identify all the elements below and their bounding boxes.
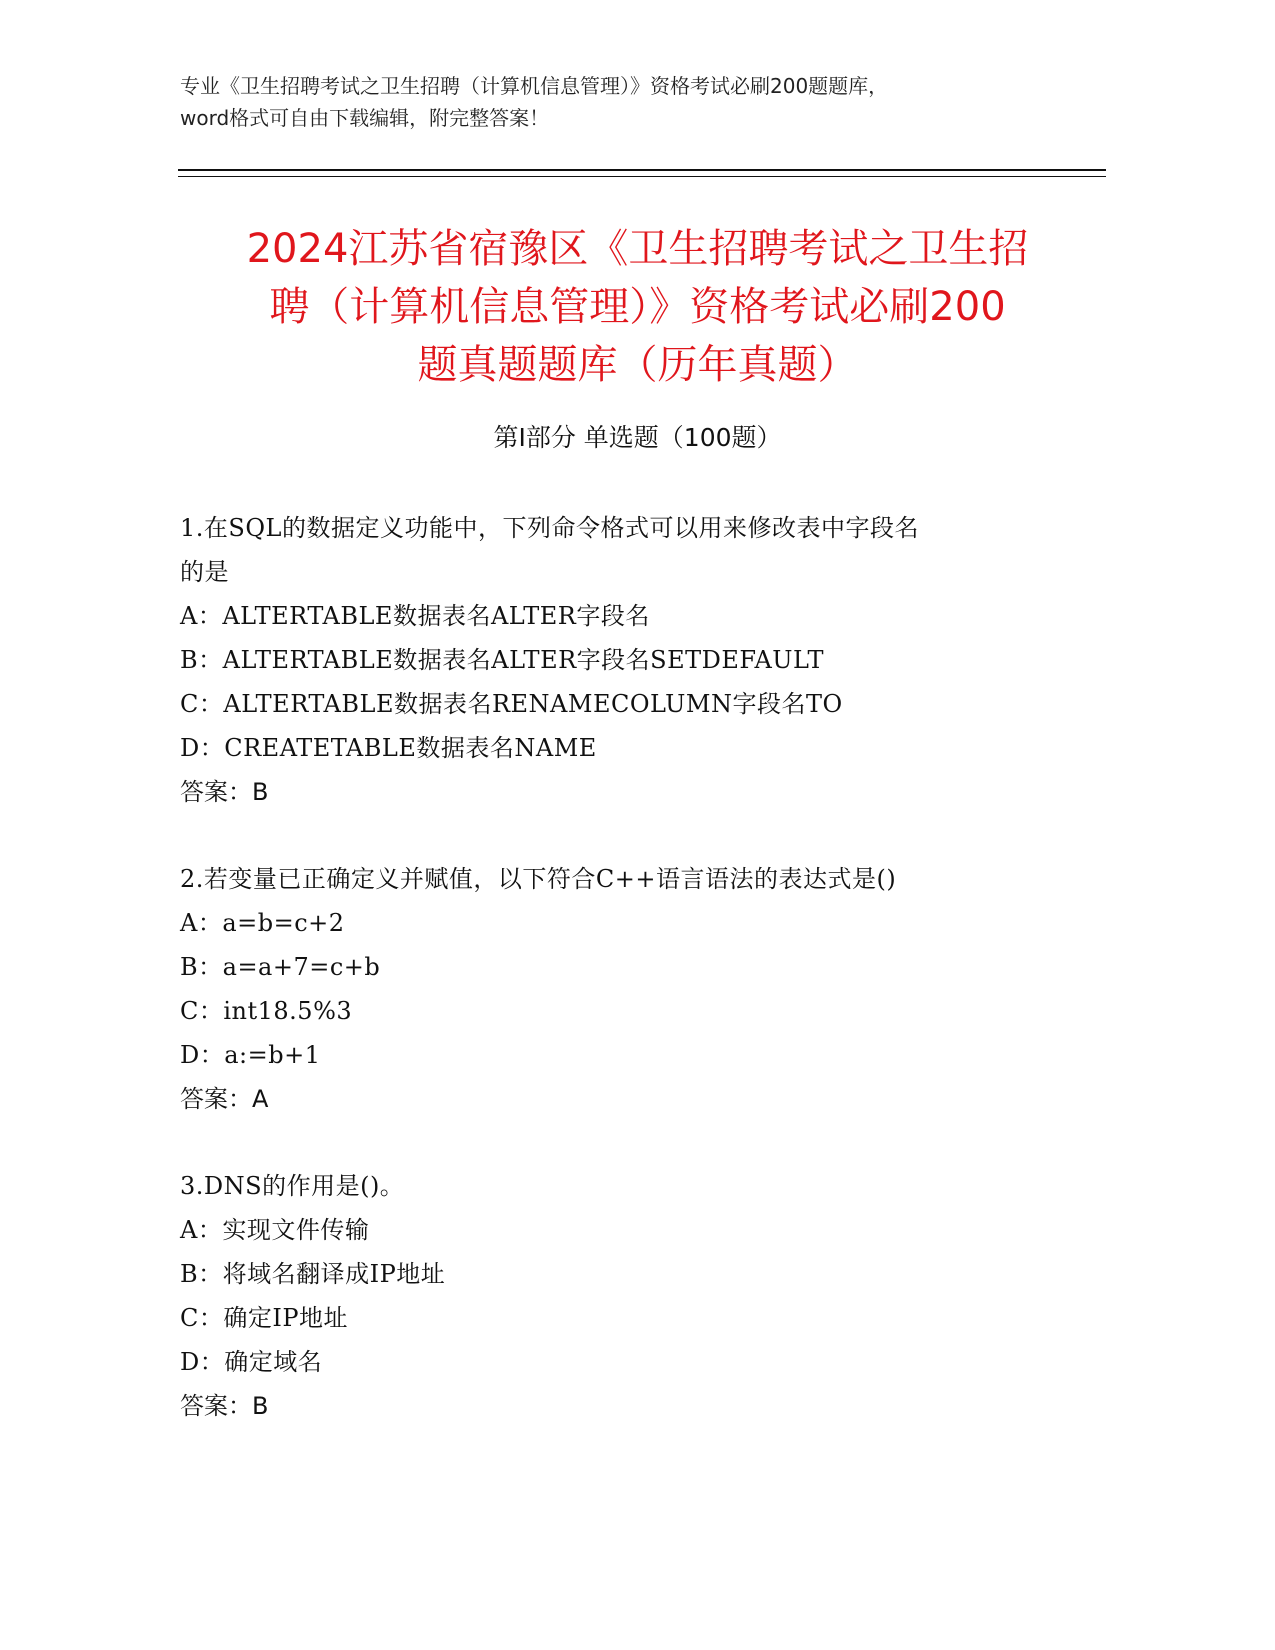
option-b: B：a=a+7=c+b xyxy=(180,953,381,981)
answer-line: 答案：B xyxy=(180,1392,269,1420)
option-c: C：int18.5%3 xyxy=(180,997,353,1025)
option-b: B：ALTERTABLE数据表名ALTER字段名SETDEFAULT xyxy=(180,646,824,674)
option-c: C：ALTERTABLE数据表名RENAMECOLUMN字段名TO xyxy=(180,690,843,718)
option-d: D：CREATETABLE数据表名NAME xyxy=(180,734,597,762)
section-heading: 第Ⅰ部分 单选题（100题） xyxy=(493,423,782,452)
title-line: 题真题题库（历年真题） xyxy=(417,342,858,388)
header-note-line: word格式可自由下载编辑，附完整答案！ xyxy=(180,106,550,130)
title-line: 2024江苏省宿豫区《卫生招聘考试之卫生招 xyxy=(246,226,1029,272)
question-text: 3.DNS的作用是()。 xyxy=(180,1172,405,1200)
question-item xyxy=(180,1164,1080,1428)
option-a: A：实现文件传输 xyxy=(180,1216,370,1244)
option-d: D：确定域名 xyxy=(180,1348,323,1376)
header-divider-thin xyxy=(178,176,1106,177)
question-item xyxy=(180,506,1080,814)
option-a: A：ALTERTABLE数据表名ALTER字段名 xyxy=(180,602,650,630)
header-divider xyxy=(178,169,1106,171)
header-note xyxy=(180,70,1080,134)
title-line: 聘（计算机信息管理）》资格考试必刷200 xyxy=(269,284,1006,330)
question-text: 2.若变量已正确定义并赋值，以下符合C++语言语法的表达式是() xyxy=(180,865,897,893)
answer-line: 答案：B xyxy=(180,778,269,806)
answer-line: 答案：A xyxy=(180,1085,269,1113)
document-title xyxy=(150,220,1125,394)
header-note-line: 专业《卫生招聘考试之卫生招聘（计算机信息管理）》资格考试必刷200题题库， xyxy=(180,74,889,98)
question-text: 1.在SQL的数据定义功能中，下列命令格式可以用来修改表中字段名 的是 xyxy=(180,514,919,586)
option-a: A：a=b=c+2 xyxy=(180,909,345,937)
question-list xyxy=(180,506,1080,1428)
option-b: B：将域名翻译成IP地址 xyxy=(180,1260,446,1288)
question-item xyxy=(180,857,1080,1121)
option-d: D：a:=b+1 xyxy=(180,1041,321,1069)
option-c: C：确定IP地址 xyxy=(180,1304,348,1332)
